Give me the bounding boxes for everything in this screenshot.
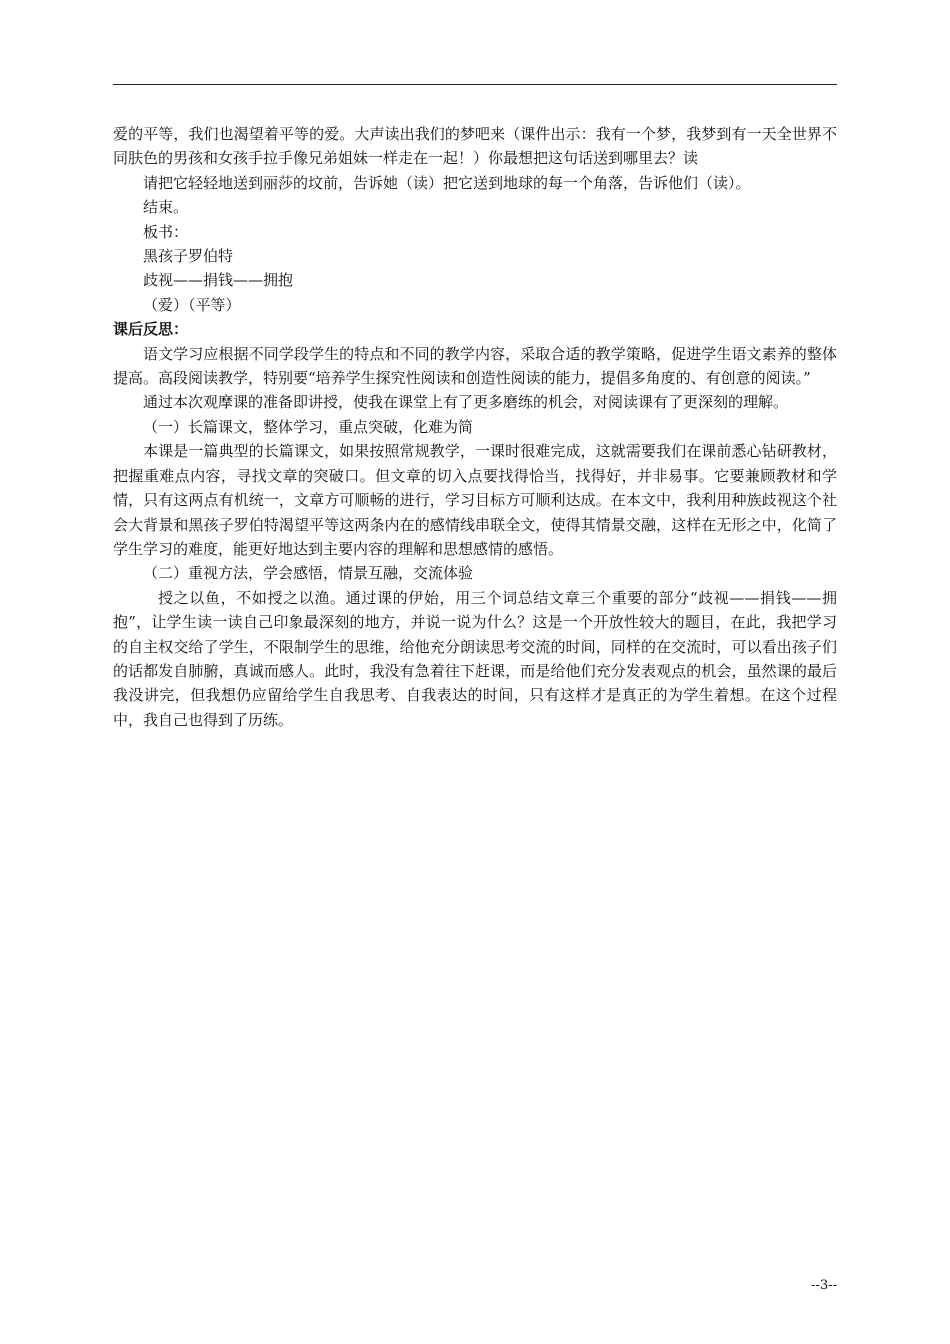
board-writing-title: 黑孩子罗伯特 [143, 247, 234, 266]
reflection-heading: 课后反思： [113, 320, 189, 339]
board-writing-label: 板书： [143, 222, 189, 241]
page-number: --3-- [811, 1278, 837, 1293]
document-body [113, 122, 837, 732]
section-2-paragraph: 授之以鱼，不如授之以渔。通过课的伊始，用三个词总结文章三个重要的部分“歧视——捐钱——拥抱”，让学生读一读自己印象最深刻的地方，并说一说为什么？这是一个开放性较大的题目，在此，我把学习的自主权交给了学生，不限制学生的思维，给他充分朗读思考交流的时间，同样的在交流时，可以看出孩子们的话都发自肺腑，真诚而感人。此时，我没有急着往下赶课，而是给他们充分发表观点的机会，虽然课的最后我没讲完，但我想仍应留给学生自我思考、自我表达的时间，只有这样才是真正的为学生着想。在这个过程中，我自己也得到了历练。 [113, 588, 837, 729]
paragraph-dream: 爱的平等，我们也渴望着平等的爱。大声读出我们的梦吧来（课件出示：我有一个梦，我梦到有一天全世界不同肤色的男孩和女孩手拉手像兄弟姐妹一样走在一起！）你最想把这句话送到哪里去？读 [113, 125, 837, 168]
paragraph-send-words: 请把它轻轻地送到丽莎的坟前，告诉她（读）把它送到地球的每一个角落，告诉他们（读）。 [143, 173, 751, 192]
board-writing-themes: （爱）（平等） [143, 295, 241, 314]
section-1-paragraph: 本课是一篇典型的长篇课文，如果按照常规教学，一课时很难完成，这就需要我们在课前悉心钻研教材，把握重难点内容，寻找文章的突破口。但文章的切入点要找得恰当，找得好，并非易事。它要兼顾教材和学情，只有这两点有机统一，文章方可顺畅的进行，学习目标方可顺利达成。在本文中，我利用种族歧视这个社会大背景和黑孩子罗伯特渴望平等这两条内在的感情线串联全文，使得其情景交融，这样在无形之中，化简了学生学习的难度，能更好地达到主要内容的理解和思想感情的感悟。 [113, 442, 837, 558]
header-rule [113, 84, 837, 85]
reflection-paragraph-2: 通过本次观摩课的准备即讲授，使我在课堂上有了更多磨练的机会，对阅读课有了更深刻的理解。 [143, 393, 789, 412]
paragraph-end: 结束。 [143, 198, 189, 217]
section-heading-2: （二）重视方法，学会感悟，情景互融，交流体验 [143, 564, 474, 583]
reflection-paragraph-1: 语文学习应根据不同学段学生的特点和不同的教学内容，采取合适的教学策略，促进学生语文素养的整体提高。高段阅读教学，特别要“培养学生探究性阅读和创造性阅读的能力，提倡多角度的、有创意的阅读。” [113, 344, 837, 388]
board-writing-sequence: 歧视——捐钱——拥抱 [143, 271, 294, 290]
section-heading-1: （一）长篇课文，整体学习，重点突破，化难为简 [143, 417, 474, 436]
